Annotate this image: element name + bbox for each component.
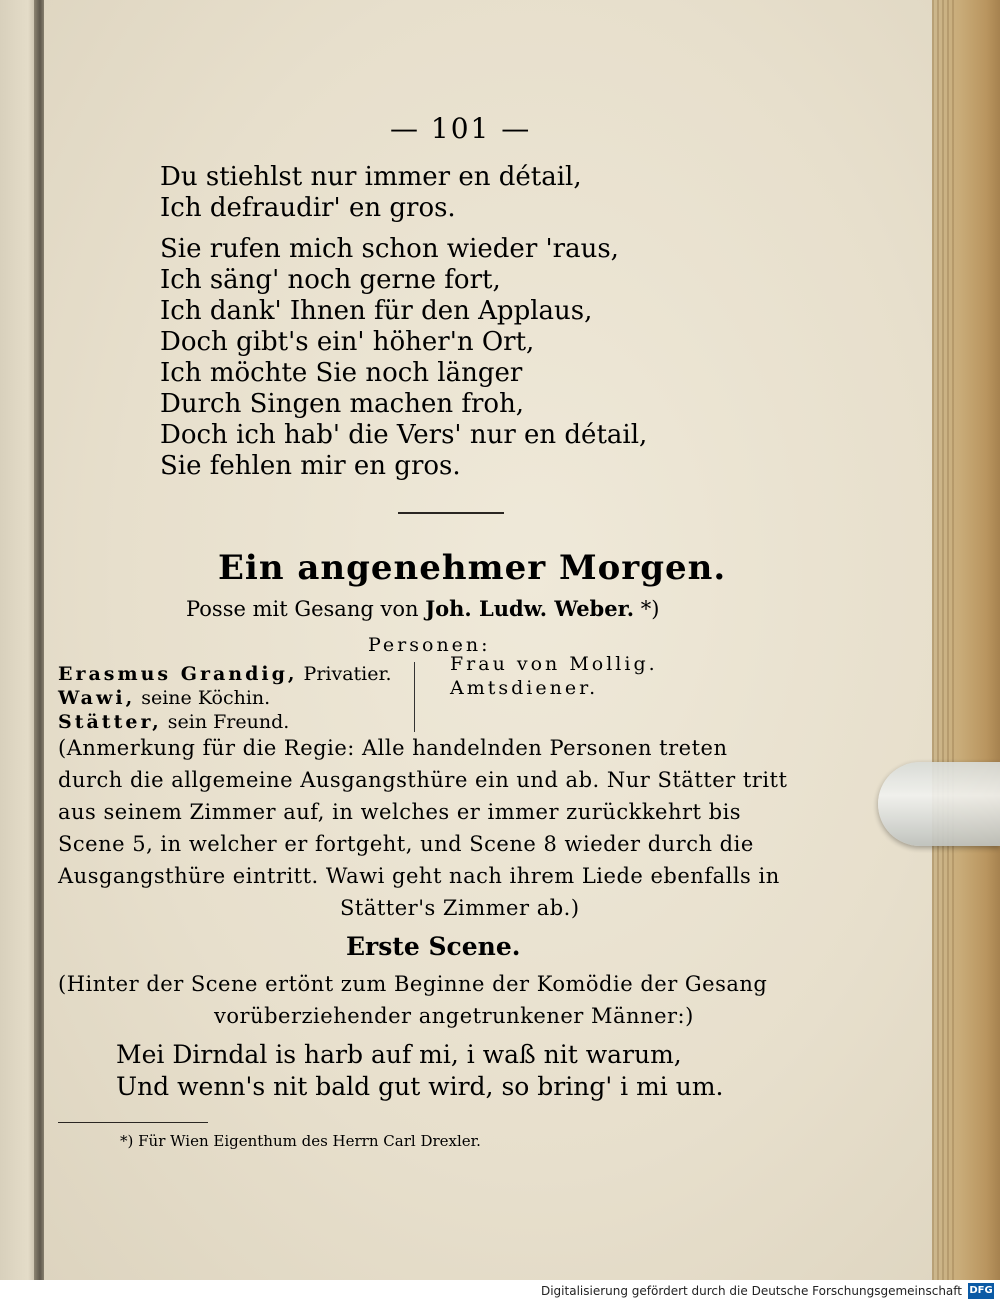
stage-note-line: Scene 5, in welcher er fortgeht, und Scene 8 wieder durch die bbox=[58, 832, 754, 856]
page-stack-lines bbox=[932, 0, 956, 1280]
author-name: Joh. Ludw. Weber. bbox=[425, 596, 635, 621]
section-divider bbox=[398, 512, 504, 514]
cast-entry bbox=[58, 662, 392, 686]
stage-note-line: durch die allgemeine Ausgangsthüre ein und ab. Nur Stätter tritt bbox=[58, 768, 788, 792]
persons-heading: Personen: bbox=[368, 634, 491, 656]
verse-line: Ich defraudir' en gros. bbox=[160, 193, 456, 223]
verse-line: Doch ich hab' die Vers' nur en détail, bbox=[160, 420, 648, 450]
cast-name: Stätter, bbox=[58, 711, 162, 733]
cast-entry bbox=[58, 710, 392, 734]
cast-role: sein Freund. bbox=[161, 711, 290, 733]
page-number: — 101 — bbox=[390, 112, 532, 145]
stage-note-line: (Anmerkung für die Regie: Alle handelnden Personen treten bbox=[58, 736, 728, 760]
verse-line: Ich möchte Sie noch länger bbox=[160, 358, 523, 388]
scene-heading: Erste Scene. bbox=[346, 932, 521, 961]
digitization-credit: Digitalisierung gefördert durch die Deutsche Forschungsgemeinschaft bbox=[540, 1284, 962, 1298]
cast-role: Privatier. bbox=[297, 663, 392, 685]
verse-line: Durch Singen machen froh, bbox=[160, 389, 525, 419]
footnote: *) Für Wien Eigenthum des Herrn Carl Drexler. bbox=[120, 1132, 481, 1150]
page-clip-icon bbox=[878, 762, 1000, 846]
verse-line: Sie rufen mich schon wieder 'raus, bbox=[160, 234, 619, 264]
song-line: Und wenn's nit bald gut wird, so bring' i mi um. bbox=[116, 1072, 724, 1101]
scene-direction-line: (Hinter der Scene ertönt zum Beginne der Komödie der Gesang bbox=[58, 972, 768, 996]
footnote-rule bbox=[58, 1122, 208, 1123]
cast-entry: Amtsdiener. bbox=[450, 677, 599, 699]
cast-list-right bbox=[450, 652, 658, 700]
verse-line: Doch gibt's ein' höher'n Ort, bbox=[160, 327, 535, 357]
song-line: Mei Dirndal is harb auf mi, i waß nit warum, bbox=[116, 1040, 682, 1069]
scene-direction-line: vorüberziehender angetrunkener Männer:) bbox=[214, 1004, 694, 1028]
cast-entry bbox=[58, 686, 392, 710]
cast-name: Wawi, bbox=[58, 687, 136, 709]
cast-role: seine Köchin. bbox=[135, 687, 271, 709]
stage-note-line: Stätter's Zimmer ab.) bbox=[340, 896, 580, 920]
play-title: Ein angenehmer Morgen. bbox=[218, 548, 727, 588]
dfg-logo-icon: DFG bbox=[968, 1283, 994, 1299]
cast-list-left bbox=[58, 662, 392, 734]
stage-note-line: Ausgangsthüre eintritt. Wawi geht nach ihrem Liede ebenfalls in bbox=[58, 864, 780, 888]
verse-line: Ich dank' Ihnen für den Applaus, bbox=[160, 296, 593, 326]
cast-name: Erasmus Grandig, bbox=[58, 663, 298, 685]
footnote-marker: *) bbox=[634, 597, 660, 621]
cast-entry: Frau von Mollig. bbox=[450, 653, 658, 675]
stage-note-line: aus seinem Zimmer auf, in welches er immer zurückkehrt bis bbox=[58, 800, 742, 824]
cast-divider bbox=[414, 662, 415, 732]
verse-line: Sie fehlen mir en gros. bbox=[160, 451, 461, 481]
play-subtitle bbox=[186, 596, 659, 621]
subtitle-prefix: Posse mit Gesang von bbox=[186, 597, 419, 621]
verse-line: Ich säng' noch gerne fort, bbox=[160, 265, 501, 295]
verse-line: Du stiehlst nur immer en détail, bbox=[160, 162, 582, 192]
